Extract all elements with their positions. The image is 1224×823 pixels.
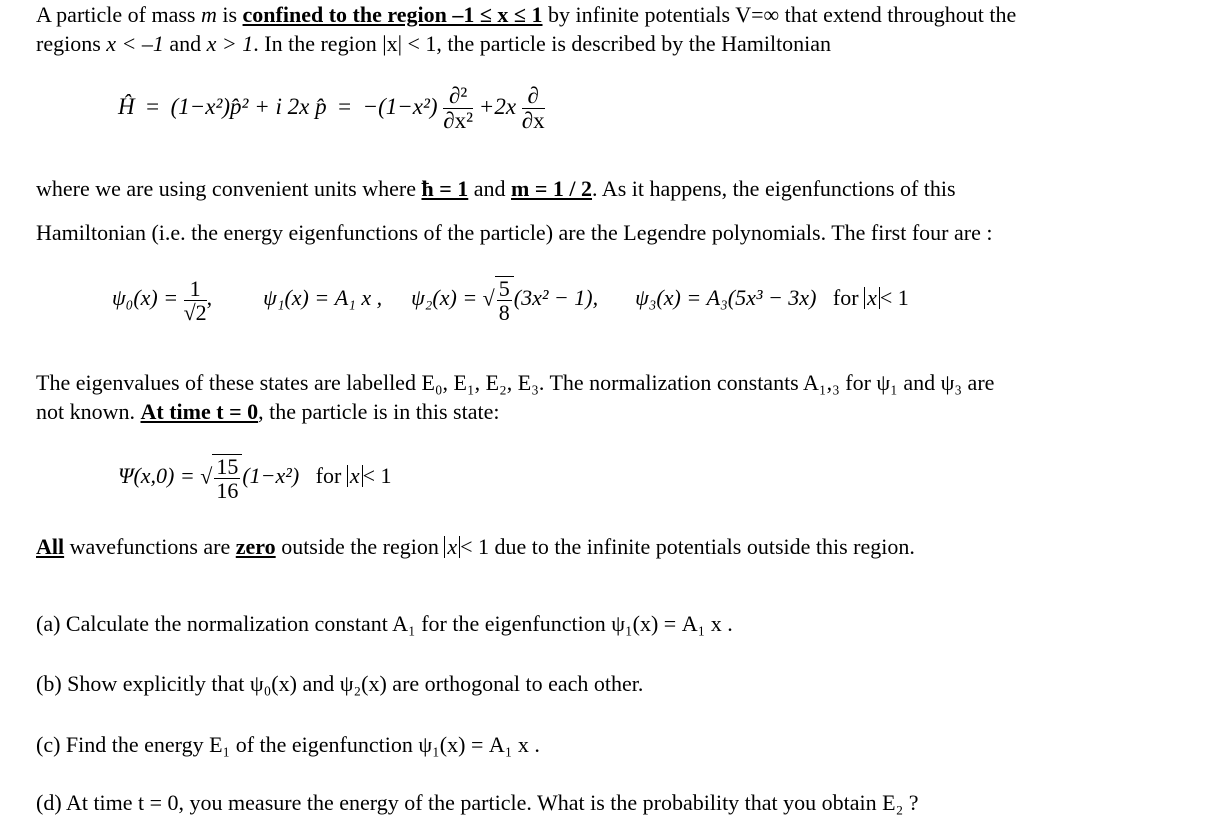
first-derivative-coeff: +2x xyxy=(478,93,517,119)
intro-text: A particle of mass xyxy=(36,2,201,27)
eigenvalues-line-2 xyxy=(36,399,499,425)
psi2-sqrt: √ $\frac{5}{8}$ xyxy=(483,276,514,324)
state-sqrt: √ $\frac{15}{16}$ xyxy=(200,454,242,502)
note-text: wavefunctions are xyxy=(64,534,236,559)
abs-x: x xyxy=(444,536,460,558)
units-text: where we are using convenient units where xyxy=(36,176,422,201)
abs-x: x xyxy=(347,465,363,487)
condition-bound: < 1 xyxy=(362,463,392,489)
condition-for: for xyxy=(832,285,859,311)
time-zero: At time t = 0 xyxy=(140,399,259,424)
condition-for: for xyxy=(315,463,342,489)
units-line-2: Hamiltonian (i.e. the energy eigenfunctions of the particle) are the Legendre polynomials. The first four are : xyxy=(36,220,993,245)
question-b: (b) Show explicitly that ψ₀(x) and ψ₂(x) are orthogonal to each other. xyxy=(36,671,644,696)
note-text: < 1 due to the infinite potentials outside this region. xyxy=(460,534,915,559)
second-derivative: $\frac{\text{∂²}}{\text{∂x²}}$ xyxy=(443,83,474,134)
psi0-lhs: ψ₀(x) = xyxy=(112,285,179,311)
intro-text: and xyxy=(163,31,207,56)
all-emphasis: All xyxy=(36,534,65,559)
hamiltonian-coefficient: −(1−x²) xyxy=(362,93,438,119)
equals-sign: = xyxy=(338,93,352,119)
psi-initial-lhs: Ψ(x,0) = xyxy=(118,463,195,489)
zero-emphasis: zero xyxy=(235,534,276,559)
confinement-region: confined to the region –1 ≤ x ≤ 1 xyxy=(242,2,543,27)
equals-sign: = xyxy=(146,93,160,119)
condition-bound: < 1 xyxy=(879,285,909,311)
hamiltonian-symbol: Ĥ xyxy=(118,93,135,119)
eigenvalues-text: not known. xyxy=(36,399,141,424)
question-c: (c) Find the energy E₁ of the eigenfunction ψ₁(x) = A₁ x . xyxy=(36,732,540,757)
note-text: outside the region xyxy=(275,534,445,559)
question-d: (d) At time t = 0, you measure the energy of the particle. What is the probability that you obtain E₂ ? xyxy=(36,790,919,815)
mass-unit: m = 1 / 2 xyxy=(511,176,593,201)
zero-note xyxy=(36,534,915,560)
first-derivative: $\frac{\partial}{\partial x}$ xyxy=(521,83,545,134)
psi3-definition: ψ₃(x) = A₃(5x³ − 3x) xyxy=(635,285,817,311)
eigenvalues-text: , the particle is in this state: xyxy=(258,399,500,424)
hamiltonian-equation xyxy=(118,84,545,133)
psi0-fraction: $\frac{1}{√2}$ xyxy=(183,275,207,325)
intro-text: is xyxy=(216,2,243,27)
eigenfunctions-line: ψ₀(x) = $\frac{1}{√2}$ , ψ₁(x) = A₁ x , ψ₂(x) = √ $\frac{5}{8}$ (3x² − 1), ψ₃(x) = A₃(5x³ − 3x) for x < 1 xyxy=(112,275,909,326)
hbar-unit: ħ = 1 xyxy=(421,176,469,201)
units-text: . As it happens, the eigenfunctions of this xyxy=(592,176,956,201)
state-polynomial: (1−x²) xyxy=(242,463,300,489)
intro-text: regions xyxy=(36,31,107,56)
mass-symbol: m xyxy=(200,2,217,27)
region-left: x < –1 xyxy=(106,31,164,56)
psi2-lhs: ψ₂(x) = xyxy=(411,285,478,311)
eigenvalues-line-1: The eigenvalues of these states are labelled E₀, E₁, E₂, E₃. The normalization constants A₁,₃ for ψ₁ and ψ₃ are xyxy=(36,370,995,395)
abs-x: x xyxy=(864,287,880,309)
intro-line-2 xyxy=(36,31,831,57)
units-text: and xyxy=(468,176,512,201)
psi2-polynomial: (3x² − 1), xyxy=(513,285,599,311)
intro-text: . In the region |x| < 1, the particle is described by the Hamiltonian xyxy=(253,31,832,56)
intro-text: by infinite potentials V=∞ that extend throughout the xyxy=(542,2,1017,27)
units-line-1 xyxy=(36,176,956,202)
initial-state-equation xyxy=(118,454,392,502)
hamiltonian-momentum-form: (1−x²)p̂² + i 2x p̂ xyxy=(170,93,327,119)
region-right: x > 1 xyxy=(206,31,254,56)
intro-line-1 xyxy=(36,2,1016,28)
question-a: (a) Calculate the normalization constant A₁ for the eigenfunction ψ₁(x) = A₁ x . xyxy=(36,611,733,636)
psi1-definition: ψ₁(x) = A₁ x , xyxy=(263,285,383,311)
